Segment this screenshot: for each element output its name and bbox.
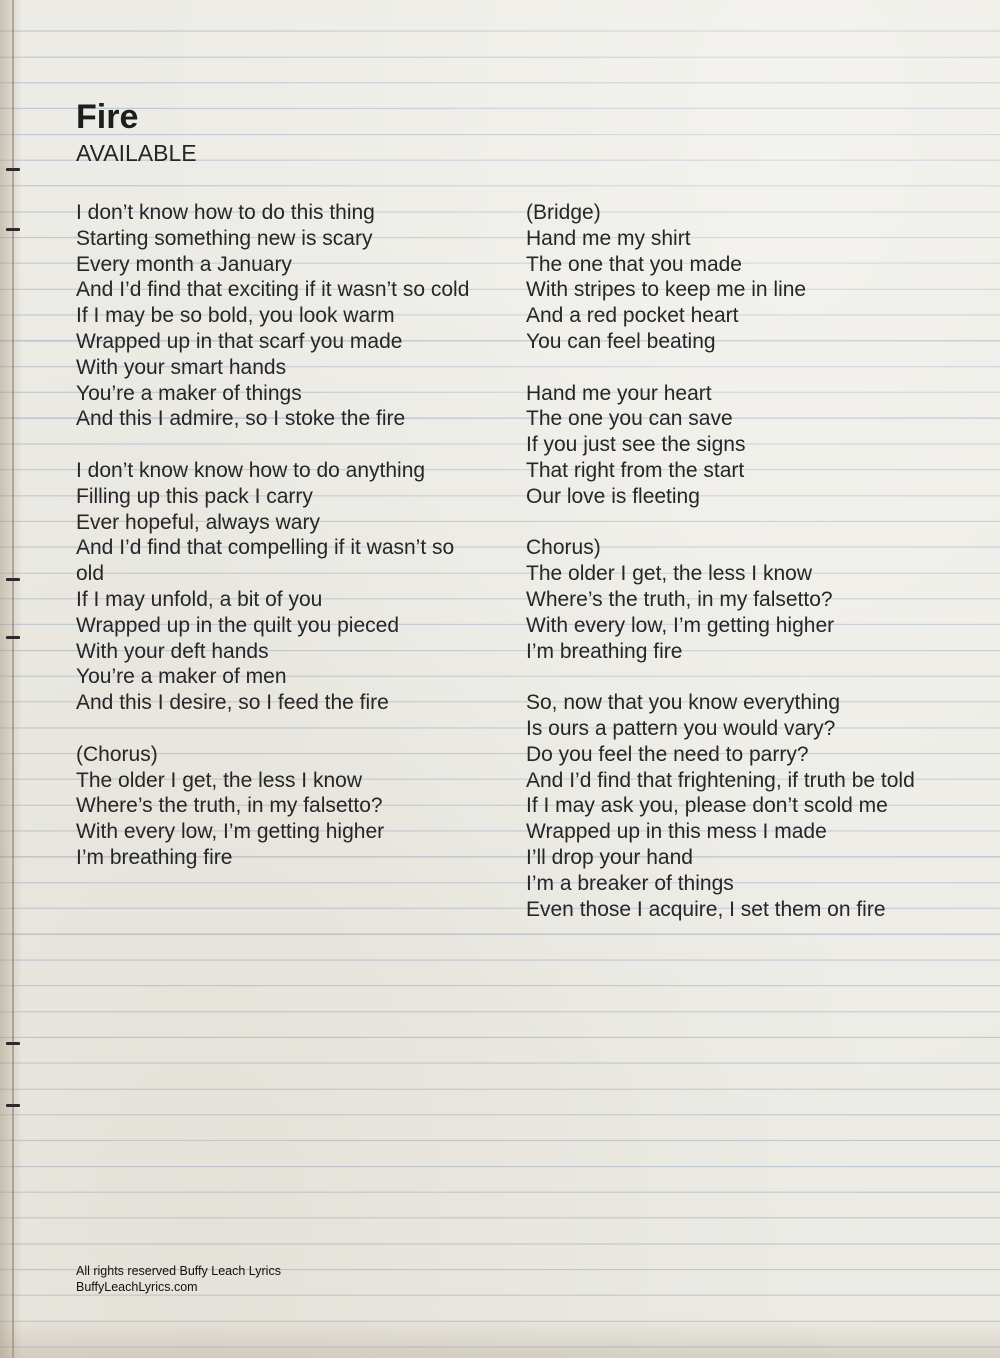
lyric-line: (Chorus): [76, 742, 158, 766]
lyric-line: And I’d find that frightening, if truth be told: [526, 768, 915, 792]
lyric-line: The older I get, the less I know: [526, 562, 812, 586]
availability-status: AVAILABLE: [76, 140, 197, 166]
binding-mark: [6, 636, 20, 639]
lyric-line: Is ours a pattern you would vary?: [526, 716, 836, 740]
lyric-line: I’m breathing fire: [76, 845, 233, 869]
stanza-break: [526, 664, 966, 690]
lyric-line: I’m breathing fire: [526, 639, 683, 663]
lyric-line: I don’t know know how to do anything: [76, 458, 426, 482]
lyric-line: The older I get, the less I know: [76, 768, 362, 792]
lyric-line: Our love is fleeting: [526, 484, 700, 508]
lyric-line: With stripes to keep me in line: [526, 278, 807, 302]
page-edge-shadow: [0, 0, 22, 1358]
lyric-line: Starting something new is scary: [76, 226, 373, 250]
website-text: BuffyLeachLyrics.com: [76, 1280, 198, 1294]
stanza-break: [526, 510, 966, 536]
lyric-line: Hand me your heart: [526, 381, 712, 405]
lyric-line: The one you can save: [526, 407, 733, 431]
lyric-line: And this I admire, so I stoke the fire: [76, 407, 406, 431]
footer: [76, 1263, 281, 1295]
lyric-line: Do you feel the need to parry?: [526, 742, 809, 766]
lyric-line: You can feel beating: [526, 329, 716, 353]
lyric-line: You’re a maker of men: [76, 665, 287, 689]
binding-mark: [6, 1042, 20, 1045]
lyric-line: I’ll drop your hand: [526, 845, 693, 869]
lyrics-right-column: [526, 200, 966, 922]
lyric-line: Chorus): [526, 536, 601, 560]
lyric-line: Even those I acquire, I set them on fire: [526, 897, 886, 921]
lyric-line: And this I desire, so I feed the fire: [76, 691, 389, 715]
lyric-line: (Bridge): [526, 201, 601, 224]
lyric-line: Filling up this pack I carry: [76, 484, 313, 508]
lyric-line: If you just see the signs: [526, 433, 746, 457]
lyric-line: Wrapped up in that scarf you made: [76, 329, 403, 353]
lyric-line: Wrapped up in this mess I made: [526, 820, 827, 844]
lyric-line: You’re a maker of things: [76, 381, 302, 405]
lyric-line: And I’d find that exciting if it wasn’t so cold: [76, 278, 470, 302]
lyric-line: If I may ask you, please don’t scold me: [526, 794, 888, 818]
binding-mark: [6, 168, 20, 171]
lyric-line: With your deft hands: [76, 639, 269, 663]
binding-mark: [6, 578, 20, 581]
stanza-break: [76, 716, 496, 742]
lyric-line: Ever hopeful, always wary: [76, 510, 320, 534]
binding-spine: [12, 0, 14, 1358]
lyric-line: With your smart hands: [76, 355, 287, 379]
page-bottom-shadow: [0, 1318, 1000, 1358]
binding-mark: [6, 228, 20, 231]
lyric-line: I don’t know how to do this thing: [76, 201, 375, 224]
lyric-line: If I may unfold, a bit of you: [76, 587, 323, 611]
lyric-line: If I may be so bold, you look warm: [76, 304, 395, 328]
lyric-line: And a red pocket heart: [526, 304, 739, 328]
lyric-line: I’m a breaker of things: [526, 871, 734, 895]
lyrics-left-column: [76, 200, 496, 871]
lyric-line: Wrapped up in the quilt you pieced: [76, 613, 399, 637]
lyric-line: The one that you made: [526, 252, 742, 276]
stanza-break: [526, 355, 966, 381]
lyric-line: With every low, I’m getting higher: [76, 820, 385, 844]
copyright-notice: All rights reserved Buffy Leach Lyrics: [76, 1264, 281, 1278]
lyric-line: Where’s the truth, in my falsetto?: [76, 794, 383, 818]
lyric-line: So, now that you know everything: [526, 691, 841, 715]
lyric-line: Where’s the truth, in my falsetto?: [526, 587, 833, 611]
lyric-line: With every low, I’m getting higher: [526, 613, 835, 637]
lyric-line: old: [76, 562, 105, 586]
lyric-line: Hand me my shirt: [526, 226, 691, 250]
lyric-line: That right from the start: [526, 458, 745, 482]
lyric-line: Every month a January: [76, 252, 292, 276]
lyric-line: And I’d find that compelling if it wasn’t so: [76, 536, 455, 560]
stanza-break: [76, 432, 496, 458]
song-title: Fire: [76, 98, 139, 136]
binding-mark: [6, 1104, 20, 1107]
